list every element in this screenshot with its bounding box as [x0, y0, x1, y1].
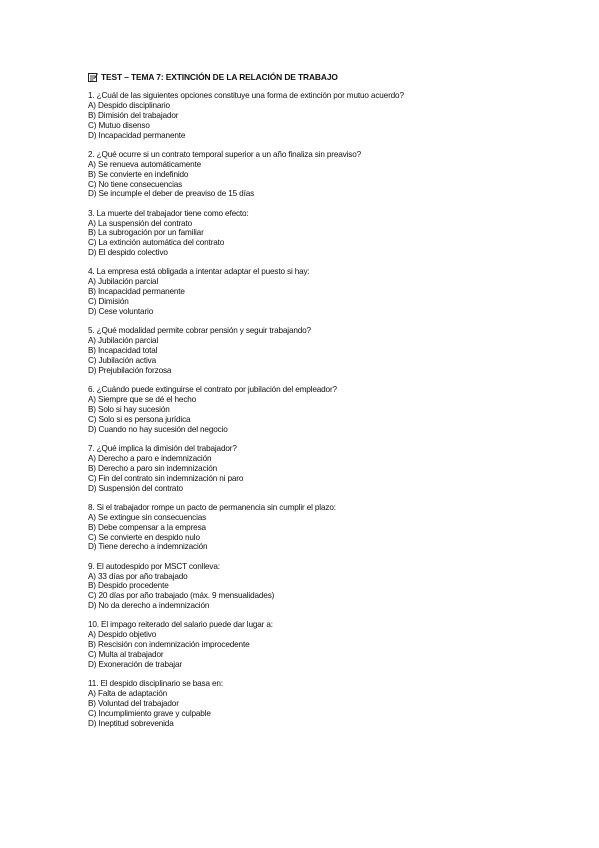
answer-option: B) Voluntad del trabajador — [88, 699, 179, 709]
answer-option: C) No tiene consecuencias — [88, 179, 183, 189]
answer-option: A) Despido objetivo — [88, 630, 157, 640]
answer-option: D) Se incumple el deber de preaviso de 15 días — [88, 189, 255, 199]
answer-option: C) 20 días por año trabajado (máx. 9 mensualidades) — [88, 591, 275, 601]
question-text: 10. El impago reiterado del salario puede dar lugar a: — [88, 620, 273, 630]
answer-option: B) Derecho a paro sin indemnización — [88, 463, 218, 473]
answer-option: D) Tiene derecho a indemnización — [88, 542, 208, 552]
answer-option: A) Falta de adaptación — [88, 689, 168, 699]
question-item — [88, 385, 528, 435]
answer-option: C) Mutuo disenso — [88, 120, 150, 130]
answer-option: C) Se convierte en despido nulo — [88, 532, 200, 542]
answer-option: C) Fin del contrato sin indemnización ni paro — [88, 473, 244, 483]
question-text: 9. El autodespido por MSCT conlleva: — [88, 561, 220, 571]
question-text: 8. Si el trabajador rompe un pacto de permanencia sin cumplir el plazo: — [88, 502, 336, 512]
answer-option: B) Debe compensar a la empresa — [88, 522, 206, 532]
question-item — [88, 679, 528, 729]
answer-option: B) Incapacidad permanente — [88, 287, 185, 297]
question-text: 11. El despido disciplinario se basa en: — [88, 679, 223, 689]
answer-option: D) Cuando no hay sucesión del negocio — [88, 424, 228, 434]
question-item — [88, 91, 528, 141]
answer-option: A) 33 días por año trabajado — [88, 571, 188, 581]
question-item — [88, 620, 528, 670]
memo-icon — [88, 73, 98, 82]
question-item — [88, 444, 528, 494]
answer-option: D) No da derecho a indemnización — [88, 601, 210, 611]
answer-option: A) Se renueva automáticamente — [88, 159, 202, 169]
question-item — [88, 326, 528, 376]
answer-option: D) Exoneración de trabajar — [88, 660, 182, 670]
answer-option: D) Incapacidad permanente — [88, 130, 186, 140]
document-title-row — [88, 72, 528, 82]
question-text: 2. ¿Qué ocurre si un contrato temporal superior a un año finaliza sin preaviso? — [88, 149, 362, 159]
question-item — [88, 503, 528, 553]
answer-option: C) Dimisión — [88, 297, 129, 307]
question-item — [88, 562, 528, 612]
answer-option: B) Se convierte en indefinido — [88, 169, 189, 179]
answer-option: A) Jubilación parcial — [88, 277, 159, 287]
question-item — [88, 267, 528, 317]
answer-option: C) Jubilación activa — [88, 356, 156, 366]
question-text: 1. ¿Cuál de las siguientes opciones constituye una forma de extinción por mutuo acuerdo? — [88, 91, 404, 100]
answer-option: A) Derecho a paro e indemnización — [88, 453, 212, 463]
answer-option: C) Solo si es persona jurídica — [88, 414, 191, 424]
question-item — [88, 150, 528, 200]
answer-option: B) Despido procedente — [88, 581, 169, 591]
answer-option: B) La subrogación por un familiar — [88, 228, 204, 238]
answer-option: B) Solo si hay sucesión — [88, 404, 170, 414]
question-text: 6. ¿Cuándo puede extinguirse el contrato por jubilación del empleador? — [88, 385, 337, 395]
answer-option: D) Prejubilación forzosa — [88, 365, 172, 375]
question-text: 5. ¿Qué modalidad permite cobrar pensión y seguir trabajando? — [88, 326, 311, 336]
answer-option: A) Jubilación parcial — [88, 336, 159, 346]
answer-option: C) Multa al trabajador — [88, 650, 164, 660]
answer-option: A) Siempre que se dé el hecho — [88, 395, 197, 405]
question-text: 3. La muerte del trabajador tiene como efecto: — [88, 208, 249, 218]
answer-option: B) Incapacidad total — [88, 346, 158, 356]
answer-option: D) Ineptitud sobrevenida — [88, 718, 174, 728]
answer-option: D) El despido colectivo — [88, 248, 168, 258]
answer-option: B) Rescisión con indemnización improcedente — [88, 640, 250, 650]
answer-option: A) Despido disciplinario — [88, 100, 170, 110]
answer-option: A) Se extingue sin consecuencias — [88, 512, 207, 522]
question-text: 7. ¿Qué implica la dimisión del trabajador? — [88, 443, 237, 453]
document-title: TEST – TEMA 7: EXTINCIÓN DE LA RELACIÓN DE TRABAJO — [101, 72, 338, 82]
answer-option: B) Dimisión del trabajador — [88, 110, 179, 120]
answer-option: A) La suspensión del contrato — [88, 218, 192, 228]
answer-option: C) La extinción automática del contrato — [88, 238, 225, 248]
questions-list — [88, 91, 528, 729]
answer-option: D) Cese voluntario — [88, 307, 154, 317]
question-item — [88, 209, 528, 259]
answer-option: D) Suspensión del contrato — [88, 483, 183, 493]
document-content — [88, 72, 528, 738]
question-text: 4. La empresa está obligada a intentar adaptar el puesto si hay: — [88, 267, 310, 277]
answer-option: C) Incumplimiento grave y culpable — [88, 709, 211, 718]
